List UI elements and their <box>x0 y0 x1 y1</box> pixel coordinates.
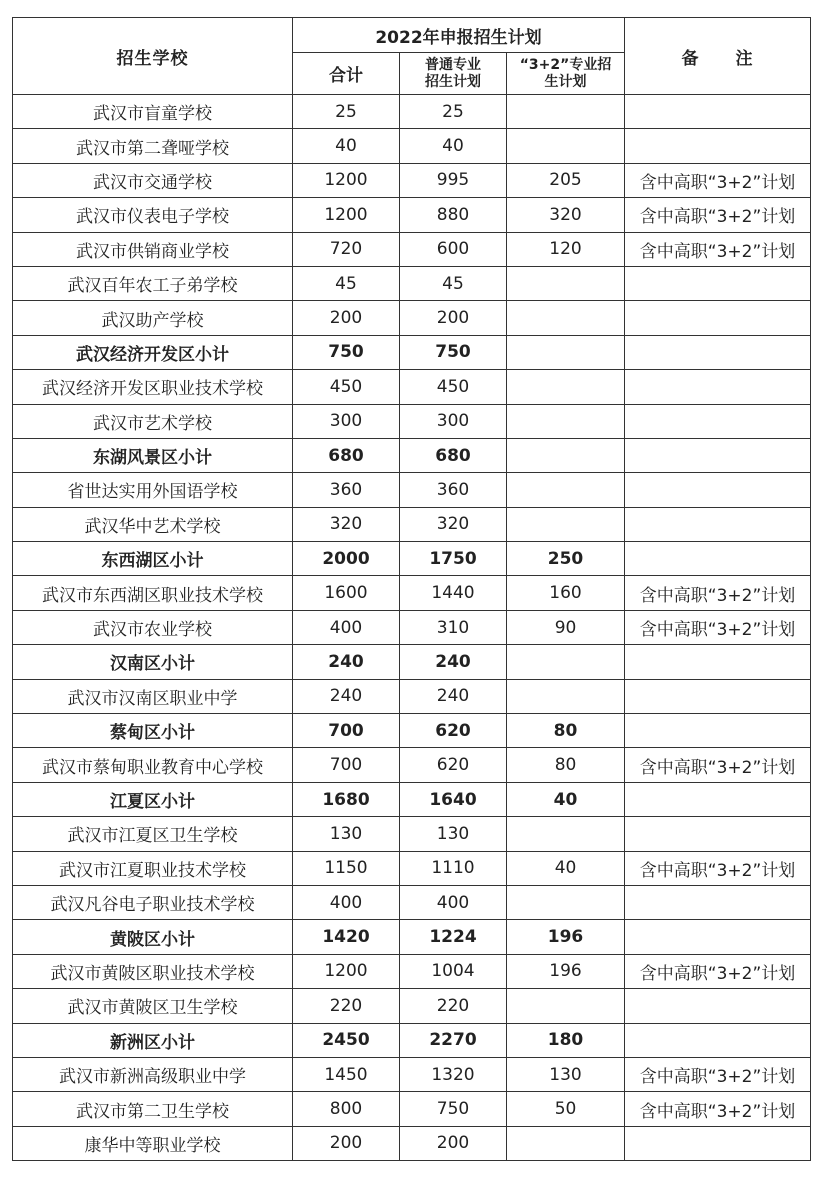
cell-school: 汉南区小计 <box>13 645 293 679</box>
table-row <box>13 1057 811 1091</box>
cell-school: 武汉市盲童学校 <box>13 95 293 129</box>
cell-3plus2-plan <box>507 301 625 335</box>
cell-3plus2-plan: 90 <box>507 610 625 644</box>
cell-3plus2-plan <box>507 438 625 472</box>
cell-total: 360 <box>293 473 400 507</box>
cell-note <box>625 1126 811 1160</box>
cell-normal-plan: 200 <box>400 301 507 335</box>
table-row <box>13 782 811 816</box>
cell-normal-plan: 620 <box>400 748 507 782</box>
cell-school: 武汉市江夏区卫生学校 <box>13 817 293 851</box>
table-body <box>13 95 811 1161</box>
cell-note <box>625 989 811 1023</box>
cell-school: 武汉经济开发区职业技术学校 <box>13 370 293 404</box>
table-row <box>13 95 811 129</box>
cell-3plus2-plan <box>507 129 625 163</box>
cell-normal-plan: 400 <box>400 885 507 919</box>
header-plan-group: 2022年申报招生计划 <box>293 18 625 53</box>
cell-normal-plan: 310 <box>400 610 507 644</box>
header-3plus2-line1: “3+2”专业招 <box>519 56 612 73</box>
cell-note: 含中高职“3+2”计划 <box>625 232 811 266</box>
cell-3plus2-plan <box>507 266 625 300</box>
cell-school: 武汉市农业学校 <box>13 610 293 644</box>
cell-school: 武汉市第二聋哑学校 <box>13 129 293 163</box>
cell-total: 1200 <box>293 954 400 988</box>
table-row <box>13 885 811 919</box>
cell-school: 武汉市东西湖区职业技术学校 <box>13 576 293 610</box>
cell-note <box>625 301 811 335</box>
cell-total: 800 <box>293 1092 400 1126</box>
cell-note <box>625 542 811 576</box>
header-3plus2-line2: 生计划 <box>544 73 587 90</box>
cell-total: 750 <box>293 335 400 369</box>
cell-3plus2-plan: 250 <box>507 542 625 576</box>
cell-3plus2-plan: 80 <box>507 714 625 748</box>
cell-total: 1150 <box>293 851 400 885</box>
table-row <box>13 817 811 851</box>
cell-school: 武汉市新洲高级职业中学 <box>13 1057 293 1091</box>
cell-3plus2-plan <box>507 885 625 919</box>
cell-note <box>625 473 811 507</box>
cell-normal-plan: 130 <box>400 817 507 851</box>
cell-total: 320 <box>293 507 400 541</box>
table-row <box>13 129 811 163</box>
cell-normal-plan: 450 <box>400 370 507 404</box>
cell-3plus2-plan <box>507 95 625 129</box>
cell-total: 680 <box>293 438 400 472</box>
cell-school: 黄陂区小计 <box>13 920 293 954</box>
cell-school: 东湖风景区小计 <box>13 438 293 472</box>
cell-normal-plan: 600 <box>400 232 507 266</box>
cell-total: 720 <box>293 232 400 266</box>
cell-school: 武汉凡谷电子职业技术学校 <box>13 885 293 919</box>
cell-school: 武汉市汉南区职业中学 <box>13 679 293 713</box>
cell-note <box>625 438 811 472</box>
header-note: 备 注 <box>625 18 811 95</box>
cell-note <box>625 95 811 129</box>
cell-note: 含中高职“3+2”计划 <box>625 954 811 988</box>
cell-school: 武汉市艺术学校 <box>13 404 293 438</box>
table-header <box>13 18 811 95</box>
table-row <box>13 851 811 885</box>
cell-normal-plan: 750 <box>400 335 507 369</box>
cell-total: 200 <box>293 1126 400 1160</box>
table-row <box>13 198 811 232</box>
cell-note <box>625 679 811 713</box>
cell-note <box>625 507 811 541</box>
table-row <box>13 1126 811 1160</box>
cell-normal-plan: 1224 <box>400 920 507 954</box>
cell-school: 江夏区小计 <box>13 782 293 816</box>
cell-note: 含中高职“3+2”计划 <box>625 748 811 782</box>
table-row <box>13 1092 811 1126</box>
cell-school: 武汉助产学校 <box>13 301 293 335</box>
cell-school: 东西湖区小计 <box>13 542 293 576</box>
cell-total: 1420 <box>293 920 400 954</box>
cell-normal-plan: 45 <box>400 266 507 300</box>
table-row <box>13 576 811 610</box>
cell-3plus2-plan: 80 <box>507 748 625 782</box>
cell-total: 400 <box>293 885 400 919</box>
cell-3plus2-plan: 160 <box>507 576 625 610</box>
cell-note <box>625 404 811 438</box>
cell-normal-plan: 750 <box>400 1092 507 1126</box>
cell-3plus2-plan <box>507 404 625 438</box>
table-row <box>13 714 811 748</box>
table-row <box>13 748 811 782</box>
cell-3plus2-plan: 50 <box>507 1092 625 1126</box>
table-row <box>13 232 811 266</box>
table-row <box>13 438 811 472</box>
header-normal-plan <box>400 53 507 95</box>
cell-normal-plan: 1004 <box>400 954 507 988</box>
table-row <box>13 507 811 541</box>
cell-total: 1200 <box>293 198 400 232</box>
cell-total: 700 <box>293 748 400 782</box>
cell-note <box>625 370 811 404</box>
table-row <box>13 542 811 576</box>
cell-school: 武汉百年农工子弟学校 <box>13 266 293 300</box>
cell-3plus2-plan <box>507 989 625 1023</box>
cell-normal-plan: 1440 <box>400 576 507 610</box>
cell-total: 400 <box>293 610 400 644</box>
table-row <box>13 335 811 369</box>
cell-total: 200 <box>293 301 400 335</box>
cell-normal-plan: 1640 <box>400 782 507 816</box>
cell-normal-plan: 1320 <box>400 1057 507 1091</box>
cell-note <box>625 645 811 679</box>
cell-note: 含中高职“3+2”计划 <box>625 163 811 197</box>
cell-note <box>625 129 811 163</box>
table-row <box>13 679 811 713</box>
cell-note: 含中高职“3+2”计划 <box>625 576 811 610</box>
cell-note <box>625 782 811 816</box>
cell-3plus2-plan: 205 <box>507 163 625 197</box>
cell-normal-plan: 240 <box>400 645 507 679</box>
cell-note: 含中高职“3+2”计划 <box>625 1057 811 1091</box>
cell-total: 700 <box>293 714 400 748</box>
cell-school: 武汉市第二卫生学校 <box>13 1092 293 1126</box>
cell-school: 武汉市江夏职业技术学校 <box>13 851 293 885</box>
cell-normal-plan: 300 <box>400 404 507 438</box>
table-row <box>13 301 811 335</box>
cell-total: 45 <box>293 266 400 300</box>
cell-note <box>625 266 811 300</box>
cell-total: 130 <box>293 817 400 851</box>
cell-normal-plan: 200 <box>400 1126 507 1160</box>
cell-3plus2-plan: 196 <box>507 954 625 988</box>
cell-3plus2-plan <box>507 1126 625 1160</box>
table-row <box>13 473 811 507</box>
enrollment-plan-table <box>12 17 811 1161</box>
cell-school: 武汉市蔡甸职业教育中心学校 <box>13 748 293 782</box>
cell-total: 1600 <box>293 576 400 610</box>
cell-normal-plan: 2270 <box>400 1023 507 1057</box>
table-row <box>13 989 811 1023</box>
cell-note <box>625 817 811 851</box>
cell-normal-plan: 995 <box>400 163 507 197</box>
cell-3plus2-plan <box>507 645 625 679</box>
cell-normal-plan: 620 <box>400 714 507 748</box>
table-row <box>13 266 811 300</box>
cell-3plus2-plan <box>507 370 625 404</box>
cell-school: 武汉市供销商业学校 <box>13 232 293 266</box>
table-row <box>13 645 811 679</box>
table-row <box>13 1023 811 1057</box>
table-row <box>13 920 811 954</box>
table-row <box>13 610 811 644</box>
cell-total: 240 <box>293 645 400 679</box>
cell-school: 蔡甸区小计 <box>13 714 293 748</box>
cell-note: 含中高职“3+2”计划 <box>625 198 811 232</box>
cell-3plus2-plan: 120 <box>507 232 625 266</box>
cell-3plus2-plan: 40 <box>507 851 625 885</box>
cell-school: 省世达实用外国语学校 <box>13 473 293 507</box>
cell-school: 武汉市仪表电子学校 <box>13 198 293 232</box>
cell-total: 1680 <box>293 782 400 816</box>
cell-normal-plan: 220 <box>400 989 507 1023</box>
cell-school: 武汉市黄陂区卫生学校 <box>13 989 293 1023</box>
cell-3plus2-plan: 130 <box>507 1057 625 1091</box>
header-normal-line1: 普通专业 <box>425 56 481 73</box>
cell-note: 含中高职“3+2”计划 <box>625 1092 811 1126</box>
cell-note <box>625 714 811 748</box>
cell-3plus2-plan <box>507 817 625 851</box>
cell-total: 450 <box>293 370 400 404</box>
cell-school: 新洲区小计 <box>13 1023 293 1057</box>
cell-3plus2-plan <box>507 473 625 507</box>
cell-3plus2-plan <box>507 335 625 369</box>
table-row <box>13 404 811 438</box>
cell-note: 含中高职“3+2”计划 <box>625 610 811 644</box>
table-row <box>13 370 811 404</box>
cell-normal-plan: 680 <box>400 438 507 472</box>
cell-school: 武汉经济开发区小计 <box>13 335 293 369</box>
cell-3plus2-plan <box>507 679 625 713</box>
header-normal-line2: 招生计划 <box>425 73 481 90</box>
cell-total: 2450 <box>293 1023 400 1057</box>
cell-normal-plan: 40 <box>400 129 507 163</box>
header-school: 招生学校 <box>13 18 293 95</box>
cell-total: 240 <box>293 679 400 713</box>
header-total: 合计 <box>293 53 400 95</box>
cell-total: 1200 <box>293 163 400 197</box>
cell-3plus2-plan <box>507 507 625 541</box>
cell-normal-plan: 1750 <box>400 542 507 576</box>
table-row <box>13 954 811 988</box>
cell-note <box>625 920 811 954</box>
cell-3plus2-plan: 196 <box>507 920 625 954</box>
cell-total: 1450 <box>293 1057 400 1091</box>
cell-note: 含中高职“3+2”计划 <box>625 851 811 885</box>
cell-normal-plan: 240 <box>400 679 507 713</box>
cell-total: 40 <box>293 129 400 163</box>
cell-normal-plan: 880 <box>400 198 507 232</box>
cell-school: 武汉市黄陂区职业技术学校 <box>13 954 293 988</box>
cell-note <box>625 885 811 919</box>
cell-3plus2-plan: 40 <box>507 782 625 816</box>
cell-school: 康华中等职业学校 <box>13 1126 293 1160</box>
cell-school: 武汉华中艺术学校 <box>13 507 293 541</box>
header-3plus2-plan <box>507 53 625 95</box>
cell-normal-plan: 1110 <box>400 851 507 885</box>
cell-school: 武汉市交通学校 <box>13 163 293 197</box>
cell-note <box>625 335 811 369</box>
table-row <box>13 163 811 197</box>
cell-normal-plan: 25 <box>400 95 507 129</box>
cell-normal-plan: 320 <box>400 507 507 541</box>
cell-note <box>625 1023 811 1057</box>
cell-total: 220 <box>293 989 400 1023</box>
cell-total: 300 <box>293 404 400 438</box>
cell-normal-plan: 360 <box>400 473 507 507</box>
cell-3plus2-plan: 180 <box>507 1023 625 1057</box>
cell-total: 25 <box>293 95 400 129</box>
cell-3plus2-plan: 320 <box>507 198 625 232</box>
cell-total: 2000 <box>293 542 400 576</box>
